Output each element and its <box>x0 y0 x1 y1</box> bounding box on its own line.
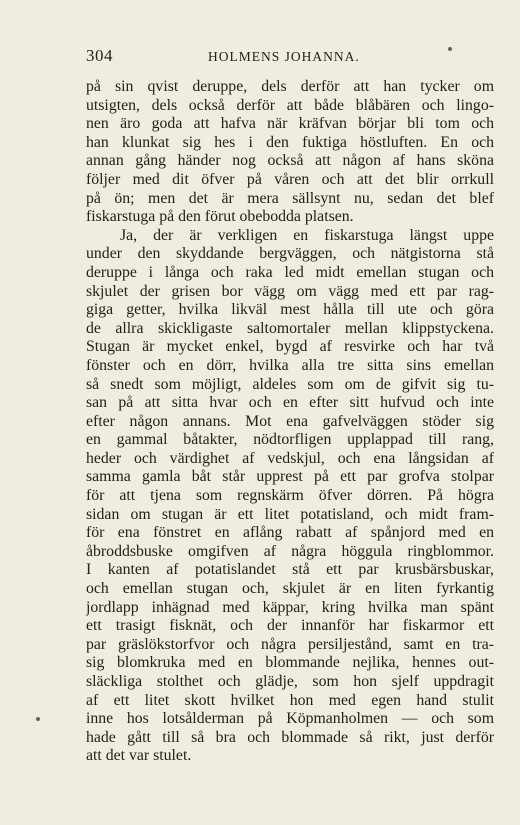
text-line: för att tjena som regnskärm öfver dörren. På högra <box>86 487 494 505</box>
print-speck <box>36 717 40 721</box>
text-line: efter någon annans. Mot ena gafvelväggen stöder sig <box>86 412 494 430</box>
text-line: Stugan är mycket enkel, bygd af resvirke och har två <box>86 338 494 356</box>
running-title: HOLMENS JOHANNA. <box>208 49 360 64</box>
text-line: utsigten, dels också derför att både blåbären och lingo- <box>86 96 494 114</box>
text-line: sig blomkruka med en blommande nejlika, hennes out- <box>86 654 494 672</box>
text-line: samma gamla båt står upprest på ett par grofva stolpar <box>86 468 494 486</box>
text-line: och emellan stugan och, skjulet är en liten fyrkantig <box>86 580 494 598</box>
text-line: deruppe i långa och raka led midt emellan stugan och <box>86 263 494 281</box>
text-line: för ena fönstret en aflång rabatt af spånjord med en <box>86 524 494 542</box>
text-line: heder och värdighet af vedskjul, och ena långsidan af <box>86 449 494 467</box>
paragraph-2 <box>86 227 494 766</box>
paragraph-1 <box>86 78 494 227</box>
body-text <box>86 78 494 766</box>
text-line: de allra skickligaste saltomortaler mellan klippstyckena. <box>86 319 494 337</box>
text-line: släckliga stolthet och glädje, som hon sjelf uppdragit <box>86 673 494 690</box>
text-line: Ja, der är verkligen en fiskarstuga längst uppe <box>120 226 494 244</box>
print-speck <box>448 47 452 51</box>
text-line: på sin qvist deruppe, dels derför att han tycker om <box>86 78 494 95</box>
text-line: under den skyddande bergväggen, och nätgistorna stå <box>86 245 494 263</box>
text-line: följer med dit öfver på våren och att det blir orrkull <box>86 170 494 188</box>
text-line: san på att sitta hvar och en efter sitt hufvud och inte <box>86 394 494 412</box>
text-line: par gräslökstorfvor och några persiljestånd, samt en tra- <box>86 635 494 653</box>
text-line: sidan om stugan är ett litet potatisland, och midt fram- <box>86 505 494 523</box>
text-line: annan gång händer nog också att någon af hans sköna <box>86 152 494 170</box>
text-line: fiskarstuga på den förut obebodda platsen. <box>86 208 354 226</box>
text-line: nen äro goda att hafva när kräfvan börjar bli tom och <box>86 115 494 133</box>
text-line: på ön; men det är mera sällsynt nu, sedan det blef <box>86 189 494 207</box>
text-line: ett trasigt fisknät, och der innanför har fiskarmor ett <box>86 617 494 635</box>
text-line: giga getter, hvilka likväl mest hålla till ute och göra <box>86 301 494 319</box>
page-number: 304 <box>86 46 113 65</box>
text-line: han klunkat sig hes i den fuktiga höstluften. En och <box>86 133 494 151</box>
text-line: så snedt som möjligt, aldeles som om de gifvit sig tu- <box>86 375 494 393</box>
text-line: fönster och en dörr, hvilka alla tre sitta sins emellan <box>86 356 494 374</box>
text-line: hade gått till så bra och blommade så rikt, just derför <box>86 728 494 746</box>
text-line: åbroddsbuske omgifven af några höggula ringblommor. <box>86 542 494 560</box>
text-line: att det var stulet. <box>86 747 192 765</box>
text-line: af ett litet skott hvilket hon med egen hand stulit <box>86 691 494 709</box>
text-line: skjulet der grisen bor vägg om vägg med ett par rag- <box>86 282 494 300</box>
text-line: I kanten af potatislandet stå ett par krusbärsbuskar, <box>86 561 494 579</box>
page-header <box>86 46 500 66</box>
text-line: en gammal båtakter, nödtorfligen upplappad till rang, <box>86 431 494 449</box>
text-line: jordlapp inhägnad med käppar, kring hvilka man spänt <box>86 598 494 616</box>
text-line: inne hos lotsålderman på Köpmanholmen — och som <box>86 710 494 728</box>
